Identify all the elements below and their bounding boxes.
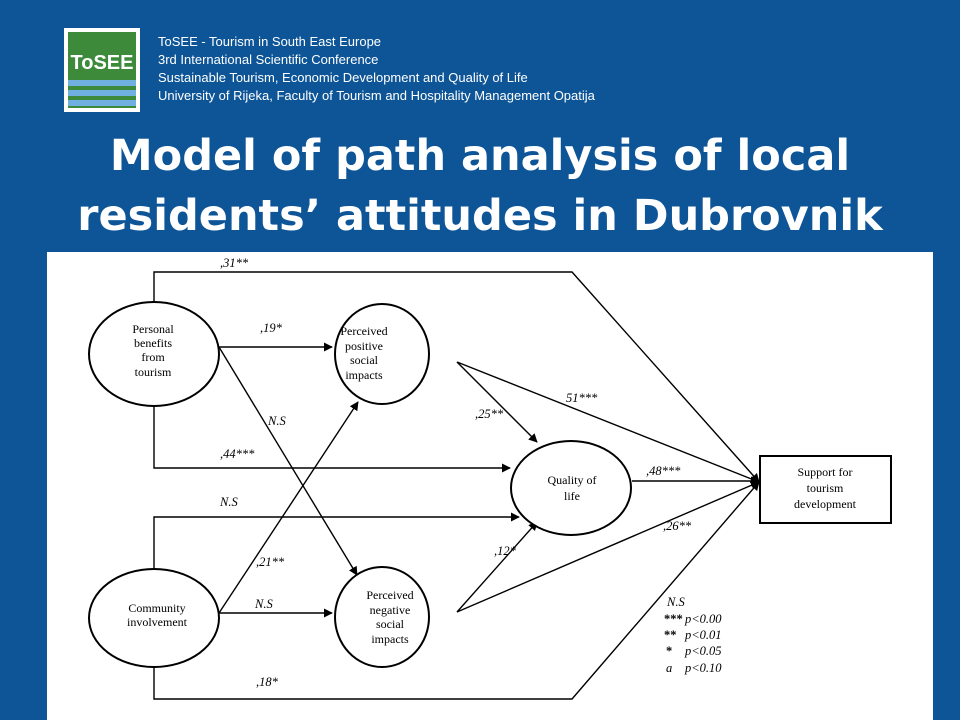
node-support-label: Support for <box>797 465 853 479</box>
legend-mark: *** <box>664 612 683 626</box>
conference-line: University of Rijeka, Faculty of Tourism and Hospitality Management Opatija <box>158 88 595 103</box>
node-personal-label: Personal <box>132 322 174 336</box>
edge-label: ,25** <box>475 407 504 421</box>
legend-mark: * <box>666 644 673 658</box>
edge-label: N.S <box>255 597 273 611</box>
node-quality-label: life <box>564 489 580 503</box>
legend-ns: N.S <box>667 595 685 609</box>
legend-text: p<0.10 <box>685 661 722 675</box>
node-personal-label: benefits <box>134 336 172 350</box>
edge-personal-quality <box>154 395 510 468</box>
legend-text: p<0.00 <box>685 612 722 626</box>
conference-line: 3rd International Scientific Conference <box>158 52 379 67</box>
edge-personal-negative <box>219 347 357 575</box>
edge-label: N.S <box>268 414 286 428</box>
edge-label: 51*** <box>566 391 598 405</box>
edge-negative-quality <box>457 522 537 612</box>
node-positive-label: Perceived <box>340 324 388 338</box>
node-positive-label: positive <box>345 339 383 353</box>
significance-legend <box>664 595 722 675</box>
conference-info <box>158 33 595 105</box>
node-community-label: involvement <box>127 615 187 629</box>
title-line: residents’ attitudes in Dubrovnik <box>77 191 883 241</box>
node-support-label: tourism <box>806 481 844 495</box>
title-line: Model of path analysis of local <box>109 131 851 181</box>
node-negative-label: negative <box>369 603 411 617</box>
logo-stripe <box>68 80 136 86</box>
legend-text: p<0.05 <box>685 644 722 658</box>
edge-label: ,19* <box>260 321 282 335</box>
node-negative-label: social <box>376 617 404 631</box>
node-personal-label: from <box>141 350 165 364</box>
node-quality-of-life <box>511 441 631 535</box>
node-positive-label: social <box>350 353 378 367</box>
path-diagram <box>47 252 933 720</box>
logo-emblem <box>68 32 136 108</box>
logo-text: ToSEE <box>70 52 134 74</box>
node-negative-label: Perceived <box>366 588 414 602</box>
edge-label: N.S <box>220 495 238 509</box>
edge-community-positive <box>219 402 358 613</box>
node-quality-label: Quality of <box>547 473 597 487</box>
logo-stripe <box>68 90 136 96</box>
node-positive-label: impacts <box>345 368 383 382</box>
edge-positive-quality <box>457 362 537 442</box>
legend-mark: a <box>666 661 673 675</box>
edge-label: ,48*** <box>646 464 681 478</box>
slide-title <box>0 126 960 246</box>
node-support-label: development <box>794 497 856 511</box>
conference-line: ToSEE - Tourism in South East Europe <box>158 34 382 49</box>
tosee-logo <box>64 28 140 112</box>
edge-label: ,44*** <box>220 447 255 461</box>
edge-label: ,12* <box>494 544 516 558</box>
legend-mark: ** <box>664 628 677 642</box>
path-diagram-panel <box>47 252 933 720</box>
conference-line: Sustainable Tourism, Economic Development and Quality of Life <box>158 70 528 85</box>
node-negative-label: impacts <box>371 632 409 646</box>
edge-label: ,21** <box>256 555 285 569</box>
edge-label: ,18* <box>256 675 278 689</box>
node-personal-label: tourism <box>134 365 172 379</box>
edge-community-quality <box>154 517 519 579</box>
legend-text: p<0.01 <box>685 628 722 642</box>
logo-stripe <box>68 100 136 106</box>
node-community-label: Community <box>128 601 186 615</box>
edge-label: ,31** <box>220 256 249 270</box>
edge-label: ,26** <box>663 519 692 533</box>
